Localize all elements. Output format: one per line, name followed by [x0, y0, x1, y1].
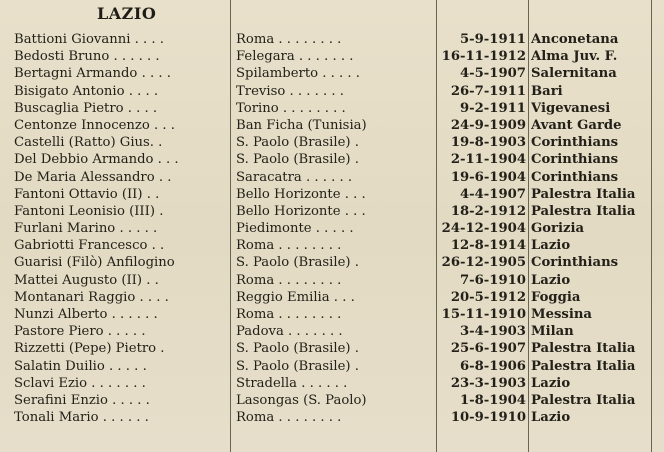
player-birthdate: 9-2-1911	[459, 100, 526, 116]
player-club: Lazio	[531, 238, 571, 254]
player-birthplace: Lasongas (S. Paolo)	[236, 392, 367, 408]
player-club: Salernitana	[531, 66, 617, 82]
player-birthdate: 25-6-1907	[450, 341, 526, 357]
player-club: Lazio	[531, 410, 571, 426]
player-name: Battioni Giovanni . . . .	[14, 32, 164, 47]
player-club: Lazio	[531, 272, 571, 288]
player-name: Tonali Mario . . . . . .	[14, 410, 149, 426]
table-row	[0, 306, 664, 323]
player-name: Serafini Enzio . . . . .	[14, 392, 150, 408]
player-club: Palestra Italia	[531, 358, 636, 374]
player-birthplace: Roma . . . . . . . .	[236, 32, 342, 47]
player-birthplace: Torino . . . . . . . .	[236, 100, 346, 116]
table-row	[0, 237, 664, 254]
table-row	[0, 151, 664, 168]
player-birthdate: 10-9-1910	[450, 410, 526, 426]
table-row	[0, 358, 664, 375]
player-club: Messina	[531, 307, 592, 322]
player-birthdate: 19-6-1904	[450, 169, 526, 185]
player-name: Fantoni Leonisio (III) .	[14, 203, 164, 219]
player-name: Bertagni Armando . . . .	[14, 66, 171, 82]
player-name: Mattei Augusto (II) . .	[14, 272, 159, 288]
player-birthdate: 24-12-1904	[441, 221, 526, 237]
player-club: Avant Garde	[531, 117, 622, 133]
table-row	[0, 323, 664, 340]
player-birthplace: S. Paolo (Brasile) .	[236, 152, 359, 168]
player-name: Nunzi Alberto . . . . . .	[14, 307, 158, 322]
player-name: Del Debbio Armando . . .	[14, 152, 179, 168]
player-birthplace: Treviso . . . . . . .	[236, 83, 344, 99]
player-birthplace: S. Paolo (Brasile) .	[236, 135, 359, 151]
player-name: Sclavi Ezio . . . . . . .	[14, 375, 146, 391]
table-row	[0, 392, 664, 409]
section-title: LAZIO	[97, 4, 157, 23]
player-birthplace: S. Paolo (Brasile) .	[236, 341, 359, 357]
player-birthdate: 15-11-1910	[441, 307, 526, 322]
player-birthplace: Roma . . . . . . . .	[236, 238, 342, 254]
table-row	[0, 31, 664, 48]
player-birthdate: 23-3-1903	[450, 375, 526, 391]
player-name: Pastore Piero . . . . .	[14, 324, 146, 340]
player-club: Gorizia	[531, 221, 585, 237]
player-birthdate: 7-6-1910	[459, 272, 526, 288]
player-birthplace: Roma . . . . . . . .	[236, 272, 342, 288]
table-row	[0, 254, 664, 271]
table-row	[0, 169, 664, 186]
player-birthdate: 2-11-1904	[450, 152, 526, 168]
player-birthdate: 6-8-1906	[459, 358, 526, 374]
player-club: Milan	[531, 324, 574, 340]
player-club: Alma Juv. F.	[531, 49, 618, 65]
table-row	[0, 100, 664, 117]
player-birthdate: 5-9-1911	[459, 32, 526, 47]
player-birthplace: Spilamberto . . . . .	[236, 66, 360, 82]
player-name: Fantoni Ottavio (II) . .	[14, 186, 160, 202]
player-name: Centonze Innocenzo . . .	[14, 117, 175, 133]
player-name: Furlani Marino . . . . .	[14, 221, 158, 237]
player-name: Castelli (Ratto) Gius. .	[14, 135, 163, 151]
player-club: Corinthians	[531, 169, 619, 185]
table-row	[0, 134, 664, 151]
player-birthplace: S. Paolo (Brasile) .	[236, 255, 359, 271]
player-birthplace: S. Paolo (Brasile) .	[236, 358, 359, 374]
player-birthdate: 12-8-1914	[450, 238, 526, 254]
player-birthplace: Bello Horizonte . . .	[236, 203, 366, 219]
player-birthplace: Saracatra . . . . . .	[236, 169, 353, 185]
player-name: Buscaglia Pietro . . . .	[14, 100, 158, 116]
player-name: Salatin Duilio . . . . .	[14, 358, 147, 374]
table-row	[0, 117, 664, 134]
player-birthplace: Ban Ficha (Tunisia)	[236, 117, 367, 133]
player-birthplace: Roma . . . . . . . .	[236, 307, 342, 322]
player-name: Rizzetti (Pepe) Pietro .	[14, 341, 165, 357]
player-birthdate: 26-7-1911	[450, 83, 526, 99]
player-birthdate: 20-5-1912	[450, 289, 526, 305]
player-name: Bedosti Bruno . . . . . .	[14, 49, 160, 65]
player-birthdate: 18-2-1912	[450, 203, 526, 219]
table-row	[0, 289, 664, 306]
player-birthplace: Piedimonte . . . . .	[236, 221, 354, 237]
player-club: Corinthians	[531, 152, 619, 168]
player-birthdate: 24-9-1909	[450, 117, 526, 133]
table-row	[0, 186, 664, 203]
table-row	[0, 340, 664, 357]
table-row	[0, 203, 664, 220]
player-birthplace: Padova . . . . . . .	[236, 324, 343, 340]
player-club: Bari	[531, 83, 563, 99]
player-table	[0, 31, 664, 426]
player-birthdate: 19-8-1903	[450, 135, 526, 151]
player-birthdate: 26-12-1905	[441, 255, 526, 271]
player-birthdate: 4-5-1907	[459, 66, 526, 82]
table-row	[0, 48, 664, 65]
player-birthdate: 16-11-1912	[441, 49, 526, 65]
player-birthplace: Reggio Emilia . . .	[236, 289, 355, 305]
player-birthdate: 4-4-1907	[459, 186, 526, 202]
player-name: Gabriotti Francesco . .	[14, 238, 165, 254]
player-club: Corinthians	[531, 135, 619, 151]
player-club: Foggia	[531, 289, 581, 305]
player-club: Anconetana	[531, 32, 619, 47]
table-row	[0, 220, 664, 237]
player-birthplace: Stradella . . . . . .	[236, 375, 348, 391]
player-club: Palestra Italia	[531, 392, 636, 408]
player-club: Palestra Italia	[531, 203, 636, 219]
player-name: Bisigato Antonio . . . .	[14, 83, 159, 99]
player-birthdate: 3-4-1903	[459, 324, 526, 340]
player-club: Palestra Italia	[531, 341, 636, 357]
table-row	[0, 409, 664, 426]
table-row	[0, 65, 664, 82]
player-birthplace: Bello Horizonte . . .	[236, 186, 366, 202]
player-club: Lazio	[531, 375, 571, 391]
player-club: Vigevanesi	[531, 100, 611, 116]
table-row	[0, 83, 664, 100]
table-row	[0, 272, 664, 289]
player-club: Palestra Italia	[531, 186, 636, 202]
player-name: De Maria Alessandro . .	[14, 169, 172, 185]
player-birthdate: 1-8-1904	[459, 392, 526, 408]
table-row	[0, 375, 664, 392]
player-club: Corinthians	[531, 255, 619, 271]
player-birthplace: Roma . . . . . . . .	[236, 410, 342, 426]
player-name: Montanari Raggio . . . .	[14, 289, 169, 305]
player-name: Guarisi (Filò) Anfilogino	[14, 255, 175, 271]
player-birthplace: Felegara . . . . . . .	[236, 49, 354, 65]
